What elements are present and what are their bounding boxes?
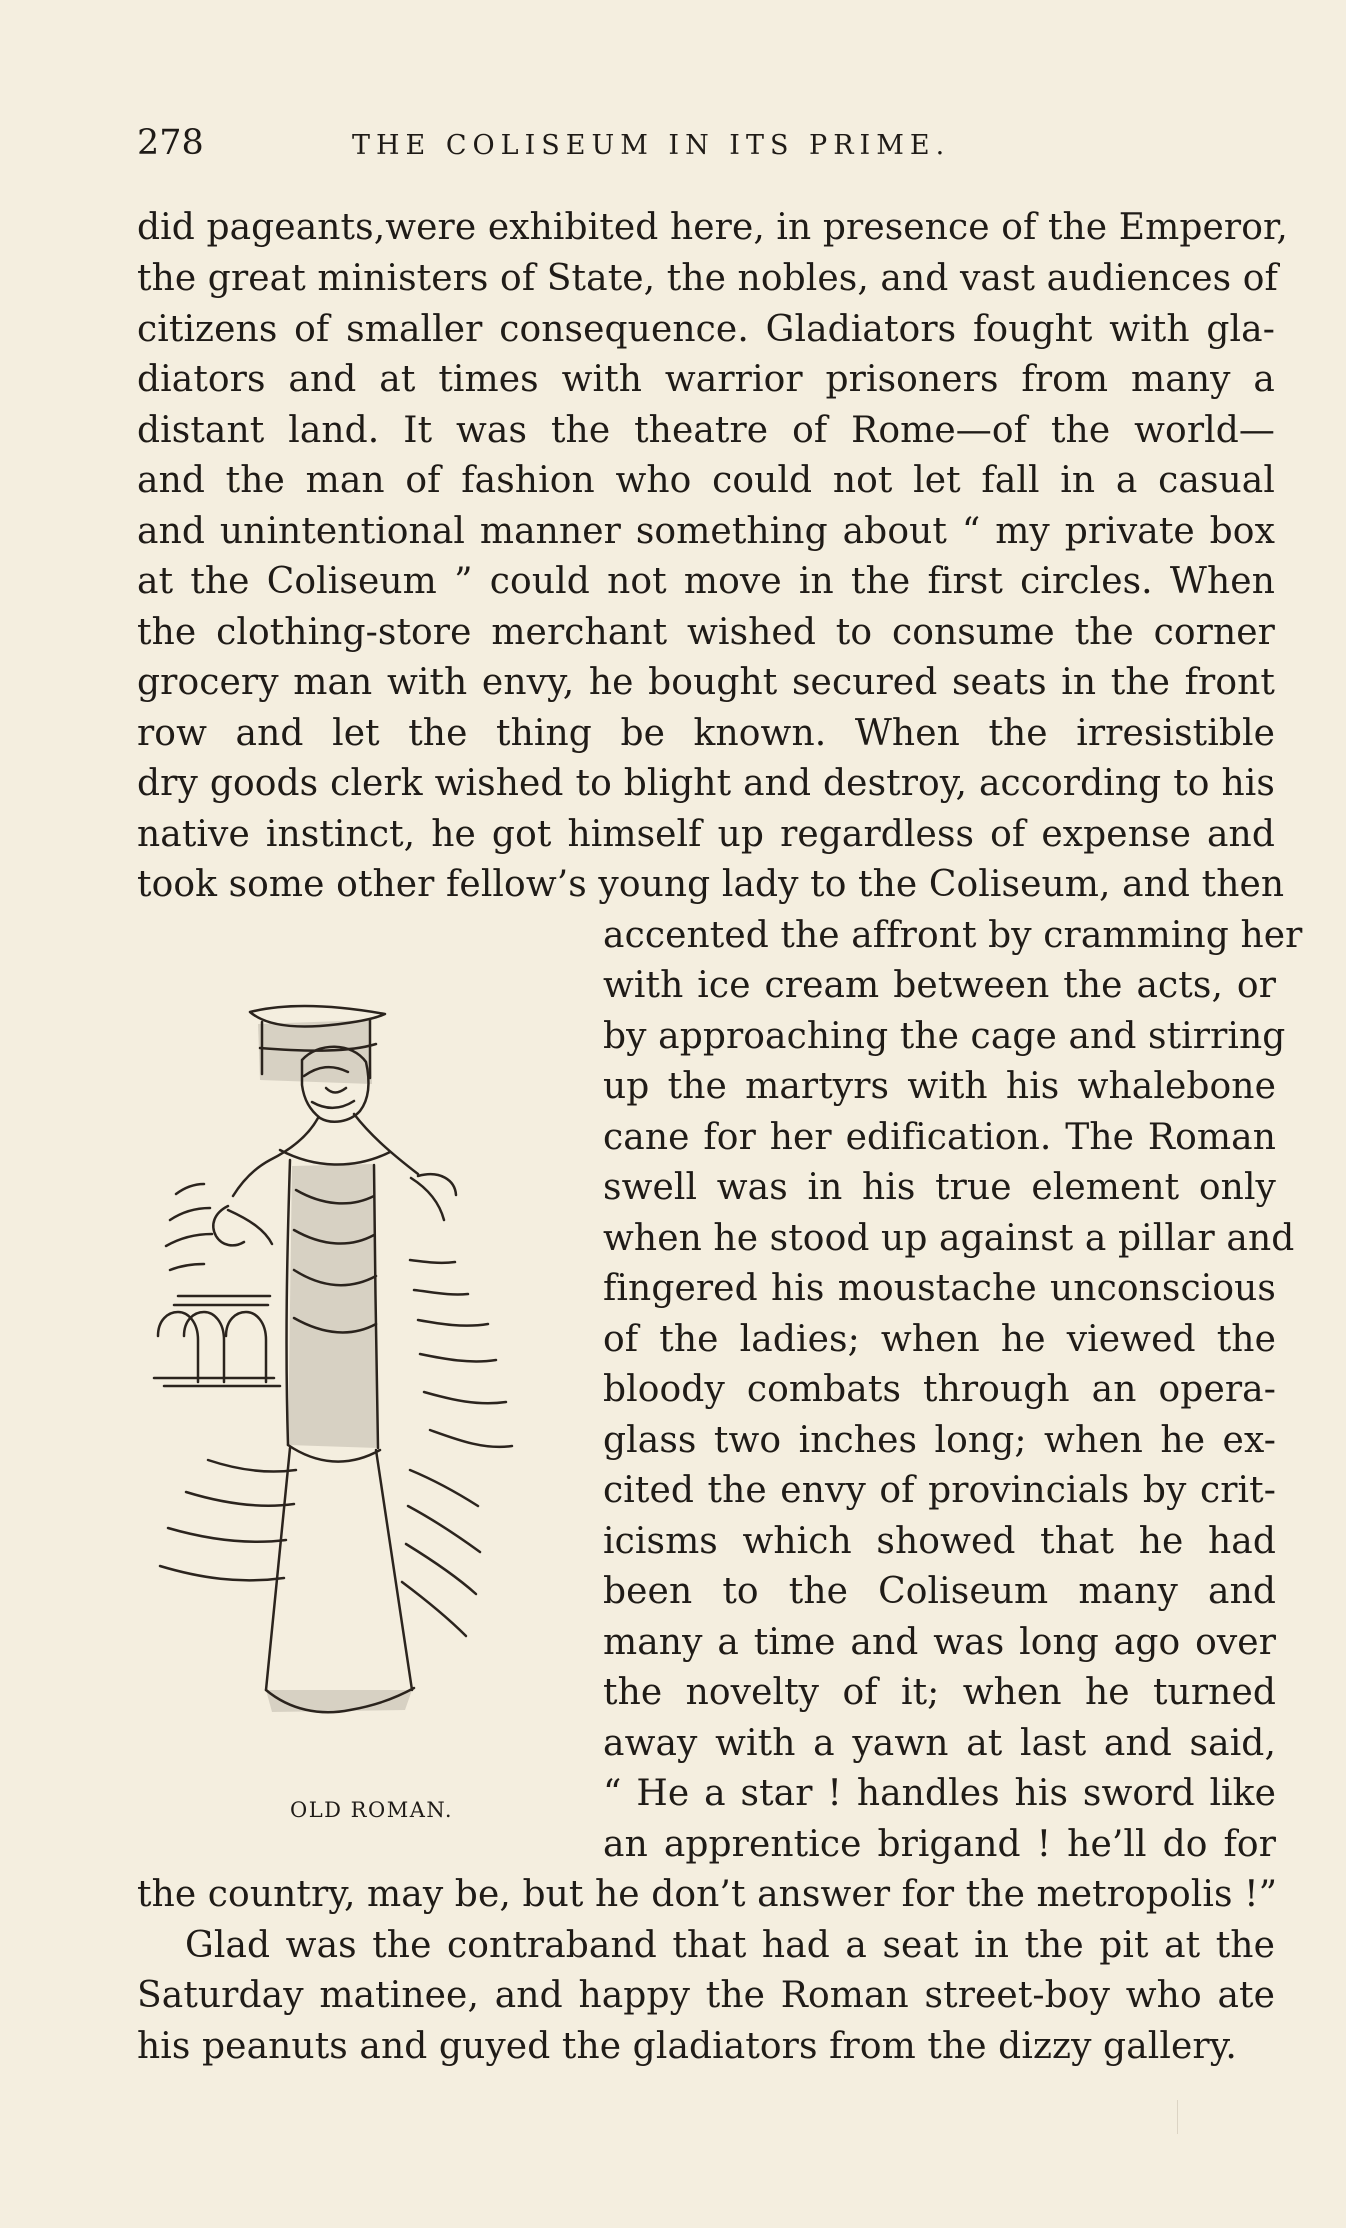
text-line: the novelty of it; when he turned	[603, 1672, 1276, 1713]
text-line: took some other fellow’s young lady to the Coliseum, and then	[137, 864, 1285, 905]
text-line: the great ministers of State, the nobles, and vast audiences of	[137, 258, 1278, 299]
illustration-caption: OLD ROMAN.	[290, 1798, 454, 1822]
text-line: citizens of smaller consequence. Gladiators fought with gla-	[137, 309, 1275, 350]
text-line: and unintentional manner something about “ my private box	[137, 511, 1275, 552]
text-line: native instinct, he got himself up regardless of expense and	[137, 814, 1275, 855]
page-header	[137, 120, 1277, 166]
text-line: bloody combats through an opera-	[603, 1369, 1276, 1410]
text-line: glass two inches long; when he ex-	[603, 1420, 1276, 1461]
text-line: his peanuts and guyed the gladiators from the dizzy gallery.	[137, 2026, 1237, 2067]
text-line: when he stood up against a pillar and	[603, 1218, 1295, 1259]
text-line: icisms which showed that he had	[603, 1521, 1276, 1562]
text-line: of the ladies; when he viewed the	[603, 1319, 1276, 1360]
text-line: row and let the thing be known. When the irresistible	[137, 713, 1275, 754]
text-line: the clothing-store merchant wished to consume the corner	[137, 612, 1275, 653]
text-line: the country, may be, but he don’t answer for the metropolis !”	[137, 1874, 1278, 1915]
text-line: many a time and was long ago over	[603, 1622, 1276, 1663]
text-line: been to the Coliseum many and	[603, 1571, 1276, 1612]
text-line: at the Coliseum ” could not move in the first circles. When	[137, 561, 1275, 602]
text-line: Glad was the contraband that had a seat in the pit at the	[185, 1925, 1275, 1966]
text-line: dry goods clerk wished to blight and destroy, according to his	[137, 763, 1275, 804]
text-line: up the martyrs with his whalebone	[603, 1066, 1276, 1107]
text-line: fingered his moustache unconscious	[603, 1268, 1276, 1309]
text-line: and the man of fashion who could not let fall in a casual	[137, 460, 1275, 501]
text-line: diators and at times with warrior prisoners from many a	[137, 359, 1275, 400]
text-line: with ice cream between the acts, or	[603, 965, 1276, 1006]
text-line: an apprentice brigand ! he’ll do for	[603, 1824, 1276, 1865]
text-line: “ He a star ! handles his sword like	[603, 1773, 1276, 1814]
text-line: swell was in his true element only	[603, 1167, 1276, 1208]
page-mark	[1177, 2100, 1178, 2134]
text-line: grocery man with envy, he bought secured seats in the front	[137, 662, 1275, 703]
page-number: 278	[137, 123, 204, 163]
text-line: accented the affront by cramming her	[603, 915, 1303, 956]
running-head: THE COLISEUM IN ITS PRIME.	[352, 130, 951, 161]
text-line: by approaching the cage and stirring	[603, 1016, 1286, 1057]
text-line: away with a yawn at last and said,	[603, 1723, 1276, 1764]
old-roman-illustration	[140, 1000, 520, 1780]
text-line: distant land. It was the theatre of Rome—of the world—	[137, 410, 1275, 451]
text-line: cane for her edification. The Roman	[603, 1117, 1276, 1158]
text-line: did pageants,were exhibited here, in presence of the Emperor,	[137, 207, 1288, 248]
text-line: cited the envy of provincials by crit-	[603, 1470, 1276, 1511]
text-line: Saturday matinee, and happy the Roman street-boy who ate	[137, 1975, 1275, 2016]
